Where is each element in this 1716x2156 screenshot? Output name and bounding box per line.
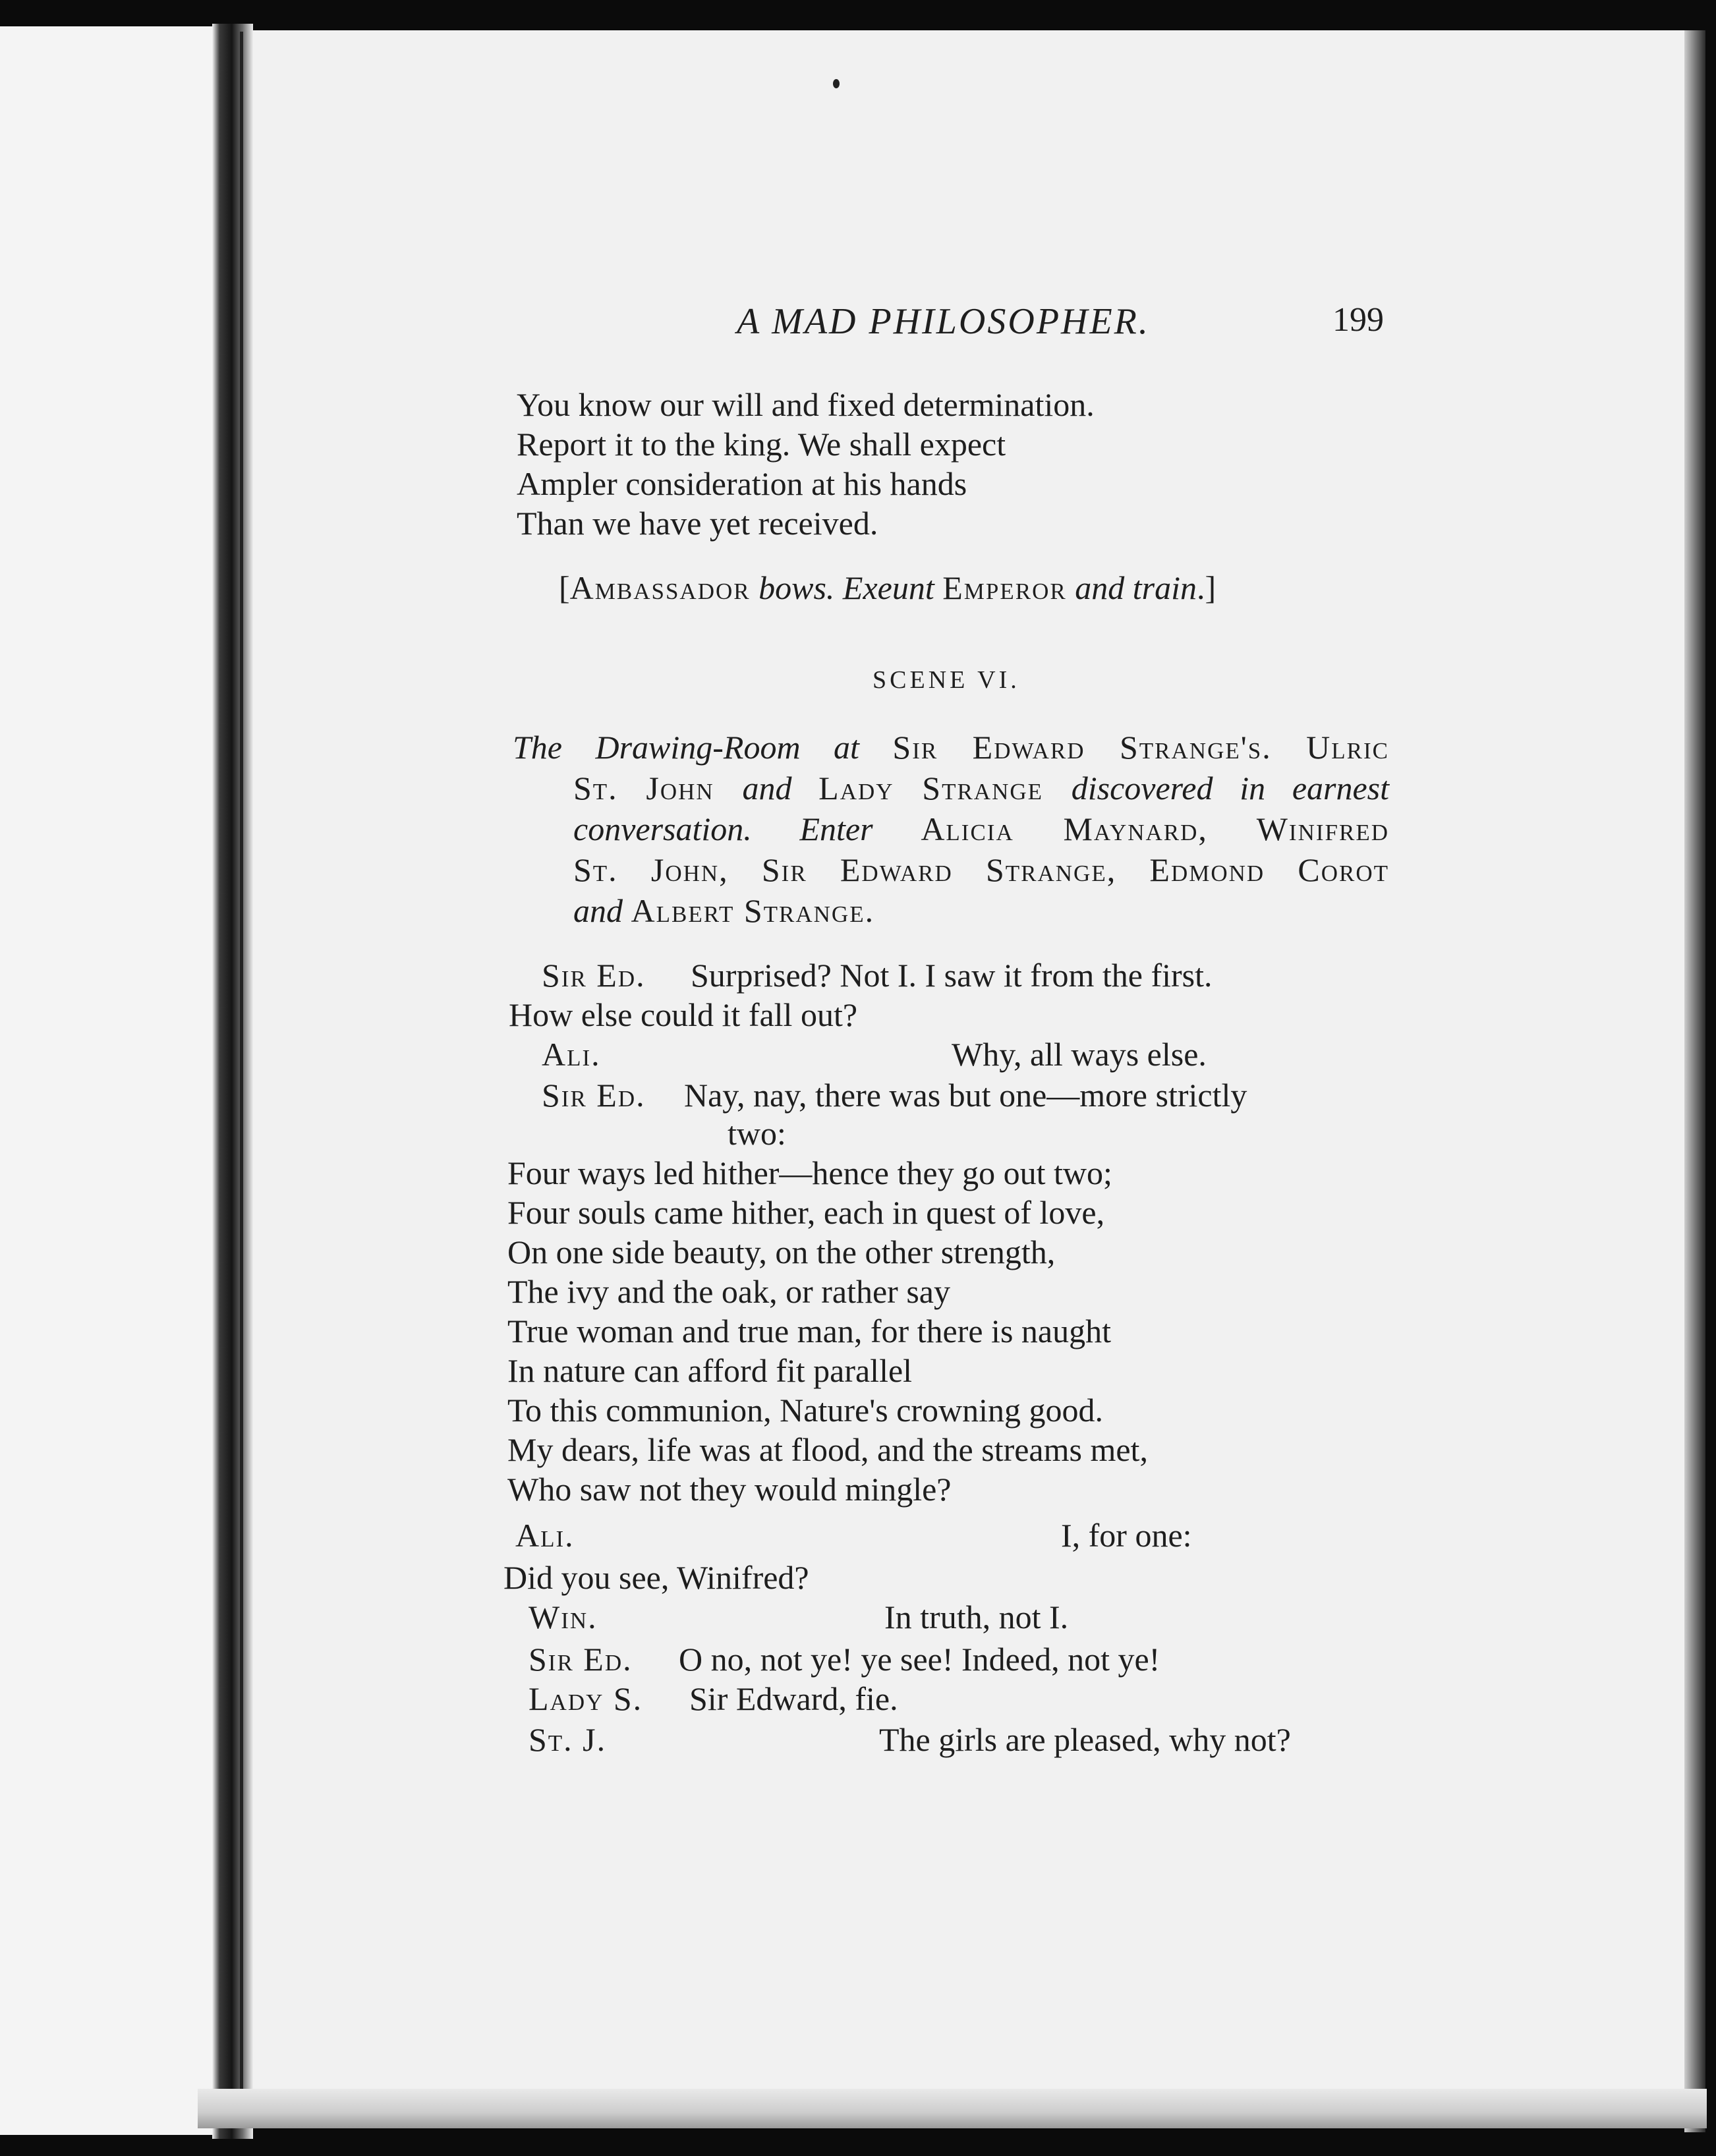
speech-text: Why, all ways else. — [952, 1036, 1207, 1073]
dialogue-line: Four souls came hither, each in quest of love, — [507, 1194, 1105, 1231]
facing-page-edge — [0, 26, 224, 2135]
scene-setting-line — [573, 891, 874, 930]
speaker-name: Ali. — [542, 1036, 601, 1073]
speaker-name: Sir Ed. — [542, 957, 646, 994]
dialogue-line: On one side beauty, on the other strength, — [507, 1234, 1056, 1270]
speaker-name: Lady S. — [529, 1680, 643, 1717]
setting-italic: and — [742, 770, 819, 807]
bracket-close: .] — [1196, 569, 1216, 606]
verse-line: You know our will and fixed determination. — [517, 386, 1095, 423]
dialogue-line — [529, 1597, 1068, 1637]
bracket-open: [ — [559, 569, 570, 606]
verse-line: Than we have yet received. — [517, 505, 878, 542]
speaker-name: St. J. — [529, 1721, 607, 1758]
page-right-edge — [1684, 30, 1705, 2132]
speech-text: In truth, not I. — [884, 1599, 1069, 1635]
setting-italic: The Drawing-Room at — [513, 729, 893, 766]
gutter-shadow-line — [240, 32, 243, 2127]
dialogue-line: True woman and true man, for there is naught — [507, 1313, 1111, 1349]
ink-speck — [833, 79, 840, 88]
dialogue-line: My dears, life was at flood, and the streams met, — [507, 1431, 1148, 1468]
speaker-name: Win. — [529, 1599, 598, 1635]
dialogue-line — [529, 1679, 898, 1718]
scene-heading: SCENE VI. — [872, 666, 1020, 694]
running-title: A MAD PHILOSOPHER. — [737, 301, 1150, 342]
verse-line: Report it to the king. We shall expect — [517, 426, 1006, 463]
dialogue-line — [542, 1035, 1207, 1074]
setting-names: Sir Edward Strange's. Ulric — [892, 729, 1389, 766]
book-gutter — [212, 24, 253, 2139]
speech-text: The girls are pleased, why not? — [879, 1721, 1291, 1758]
setting-names: Lady Strange — [818, 770, 1072, 807]
page-bottom-edge — [198, 2089, 1707, 2128]
scene-setting-line — [573, 850, 1389, 890]
setting-names: Alicia Maynard, Winifred — [921, 810, 1389, 847]
direction-text: Exeunt — [842, 569, 943, 606]
dialogue-line — [515, 1516, 1192, 1555]
setting-names: Albert Strange. — [631, 892, 875, 929]
speech-text: O no, not ye! ye see! Indeed, not ye! — [679, 1641, 1160, 1678]
dialogue-line — [529, 1639, 1160, 1679]
scene-setting-line — [573, 768, 1389, 808]
page-number: 199 — [1332, 301, 1384, 339]
setting-italic: and — [573, 892, 631, 929]
setting-names: St. John, Sir Edward Strange, Edmond Corot — [573, 851, 1389, 888]
dialogue-line: In nature can afford fit parallel — [507, 1352, 913, 1389]
dialogue-line — [542, 955, 1213, 995]
dialogue-line: To this communion, Nature's crowning good. — [507, 1392, 1104, 1429]
character-name: Emperor — [942, 569, 1067, 606]
dialogue-line: Did you see, Winifred? — [503, 1559, 809, 1596]
dialogue-line: Four ways led hither—hence they go out two; — [507, 1154, 1112, 1191]
setting-italic: discovered in earnest — [1071, 770, 1390, 807]
dialogue-line: Who saw not they would mingle? — [507, 1471, 952, 1508]
speech-text: I, for one: — [1061, 1517, 1192, 1554]
dialogue-line: two: — [728, 1115, 786, 1152]
scene-setting-line — [573, 809, 1389, 849]
speech-text: Nay, nay, there was but one—more strictly — [684, 1077, 1247, 1114]
direction-text: and train — [1066, 569, 1197, 606]
dialogue-line: The ivy and the oak, or rather say — [507, 1273, 950, 1310]
dialogue-line — [529, 1720, 1291, 1759]
character-name: Ambassador — [569, 569, 751, 606]
speaker-name: Ali. — [515, 1517, 575, 1554]
speech-text: Surprised? Not I. I saw it from the first. — [691, 957, 1213, 994]
speaker-name: Sir Ed. — [542, 1077, 646, 1114]
dialogue-line: How else could it fall out? — [509, 996, 858, 1033]
setting-names: St. John — [573, 770, 743, 807]
scene-setting-line — [513, 727, 1389, 767]
setting-italic: conversation. Enter — [573, 810, 921, 847]
speaker-name: Sir Ed. — [529, 1641, 633, 1678]
verse-line: Ampler consideration at his hands — [517, 465, 967, 502]
stage-direction — [559, 568, 1216, 608]
dialogue-line — [542, 1075, 1247, 1115]
direction-text: bows. — [750, 569, 843, 606]
speech-text: Sir Edward, fie. — [689, 1680, 898, 1717]
